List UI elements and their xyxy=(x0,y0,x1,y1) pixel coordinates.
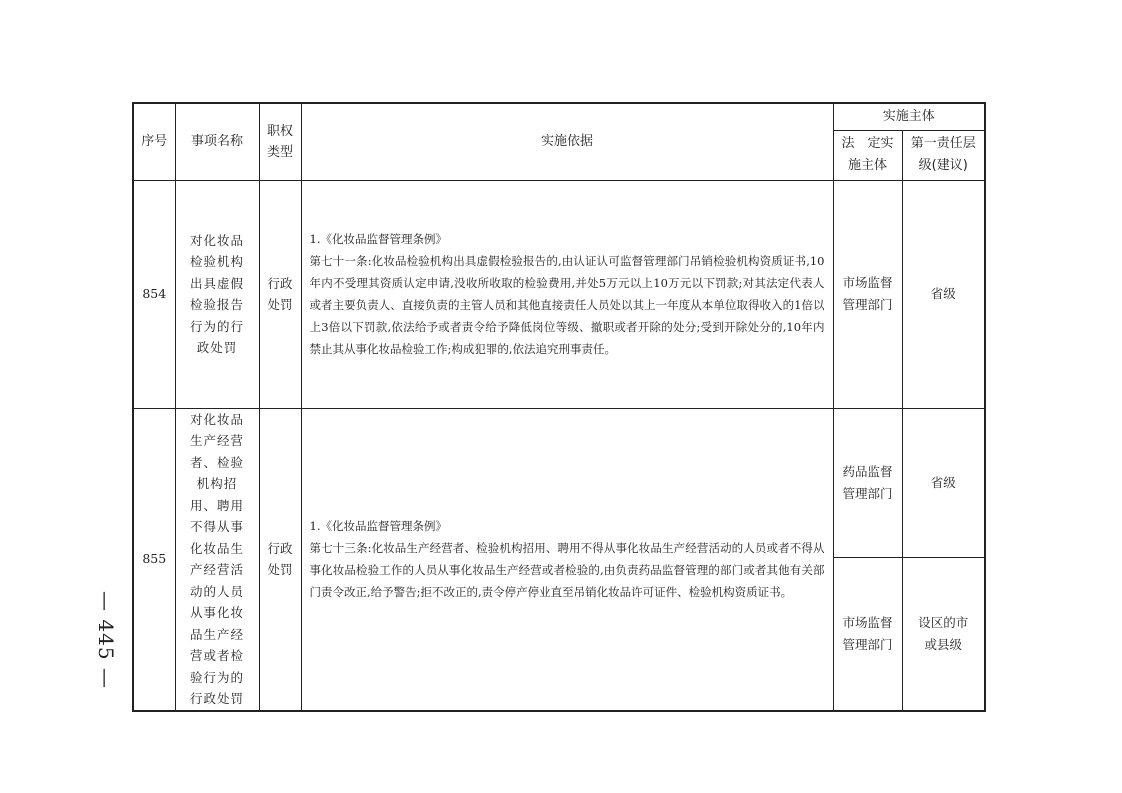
row-first-level: 省级 xyxy=(902,408,985,558)
header-legal-subject xyxy=(833,130,902,180)
matter-table xyxy=(132,102,986,712)
row-power-type xyxy=(259,180,301,408)
header-legal-subject-text: 法 定实施主体 xyxy=(841,136,894,173)
header-power-type-text: 职权类型 xyxy=(267,123,294,160)
row-legal-subject-text: 市场监督管理部门 xyxy=(842,275,893,312)
row-first-level xyxy=(902,558,985,711)
row-first-level: 省级 xyxy=(902,180,985,408)
header-subject-group: 实施主体 xyxy=(833,103,985,130)
row-power-type xyxy=(259,408,301,711)
row-legal-subject xyxy=(833,558,902,711)
table-row xyxy=(133,180,985,408)
row-seq: 854 xyxy=(133,180,175,408)
row-legal-subject xyxy=(833,408,902,558)
basis-text: 第七十一条:化妆品检验机构出具虚假检验报告的,由认证认可监督管理部门吊销检验机构资质证书,10年内不受理其资质认定申请,没收所收取的检验费用,并处5万元以上10万元以下罚款;对其法定代表人或者主要负责人、直接负责的主管人员和其他直接责任人员处以其上一年度从本单位取得收入的1倍以上3倍以下罚款,依法给予或者责令给予降低岗位等级、撤职或者开除的处分;受到开除处分的,10年内禁止其从事化妆品检验工作;构成犯罪的,依法追究刑事责任。 xyxy=(309,254,825,356)
header-basis: 实施依据 xyxy=(301,103,833,180)
row-first-level-text: 设区的市或县级 xyxy=(918,614,969,652)
basis-title: 1.《化妆品监督管理条例》 xyxy=(309,232,447,246)
basis-title: 1.《化妆品监督管理条例》 xyxy=(309,519,447,533)
row-item-name: 对化妆品生产经营者、检验机构招用、聘用不得从事化妆品生产经营活动的人员从事化妆品生产经营或者检验行为的行政处罚 xyxy=(175,408,259,711)
header-seq: 序号 xyxy=(133,103,175,180)
row-legal-subject-text: 市场监督管理部门 xyxy=(842,614,893,652)
row-seq: 855 xyxy=(133,408,175,711)
page-number xyxy=(88,590,124,690)
row-item-name: 对化妆品检验机构出具虚假检验报告行为的行政处罚 xyxy=(175,180,259,408)
row-basis xyxy=(301,180,833,408)
basis-text: 第七十三条:化妆品生产经营者、检验机构招用、聘用不得从事化妆品生产经营活动的人员或者不得从事化妆品检验工作的人员从事化妆品生产经营或者检验的,由负责药品监督管理的部门或者其他有关部门责令改正,给予警告;拒不改正的,责令停产停业直至吊销化妆品许可证件、检验机构资质证书。 xyxy=(309,541,825,599)
header-first-level-text: 第一责任层级(建议) xyxy=(910,136,976,173)
header-power-type xyxy=(259,103,301,180)
row-legal-subject-text: 药品监督管理部门 xyxy=(842,463,893,501)
row-power-type-text: 行政处罚 xyxy=(267,541,293,577)
table-row xyxy=(133,408,985,558)
row-power-type-text: 行政处罚 xyxy=(267,276,293,312)
page-number-text: — 445 — xyxy=(94,591,118,689)
row-basis xyxy=(301,408,833,711)
header-first-level xyxy=(902,130,985,180)
row-legal-subject xyxy=(833,180,902,408)
header-item-name: 事项名称 xyxy=(175,103,259,180)
